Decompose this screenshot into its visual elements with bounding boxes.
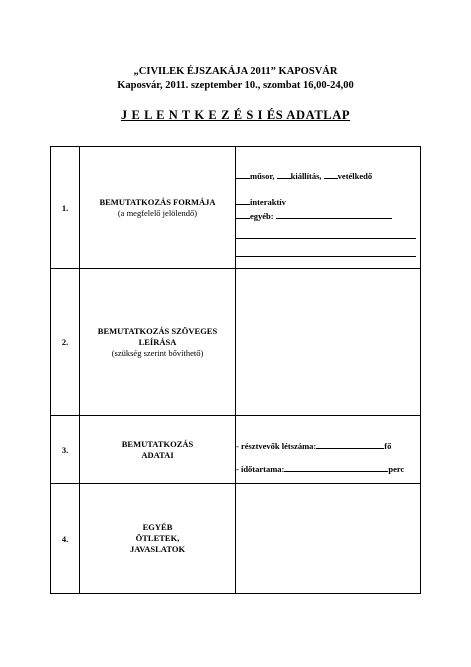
- duration-label: - időtartama:: [236, 464, 285, 474]
- options-line-3: [236, 209, 420, 221]
- extra-line-2[interactable]: [236, 256, 416, 257]
- row-label-cell: [80, 416, 236, 484]
- kiallitas-checkbox-blank[interactable]: [277, 169, 291, 179]
- row-sublabel: (a megfelelő jelölendő): [117, 207, 198, 218]
- duration-field[interactable]: [284, 462, 388, 472]
- description-cell[interactable]: [236, 269, 421, 416]
- row-number: 1.: [51, 147, 80, 269]
- vetelkedo-checkbox-blank[interactable]: [324, 169, 338, 179]
- options-line-1: [236, 169, 420, 181]
- event-date-line: Kaposvár, 2011. szeptember 10., szombat 16,00-24,00: [117, 80, 354, 91]
- participants-field[interactable]: [316, 439, 384, 449]
- duration-line: [236, 462, 420, 474]
- row-label: BEMUTATKOZÁS ADATAI: [121, 438, 194, 460]
- option-kiallitas: kiállítás,: [290, 170, 322, 181]
- table-row: [51, 269, 421, 416]
- row-number: 4.: [51, 484, 80, 594]
- participants-label: - résztvevők létszáma:: [236, 441, 317, 451]
- option-egyeb: egyéb:: [250, 210, 274, 221]
- row-label: BEMUTATKOZÁS FORMÁJA: [99, 196, 216, 207]
- interaktiv-checkbox-blank[interactable]: [236, 195, 250, 205]
- registration-table: [50, 146, 421, 594]
- option-interaktiv: interaktív: [250, 196, 286, 207]
- egyeb-text-field[interactable]: [276, 209, 392, 219]
- table-row: [51, 484, 421, 594]
- row-label: BEMUTATKOZÁS SZÖVEGES LEÍRÁSA: [97, 325, 218, 347]
- option-vetelkedo: vetélkedő: [337, 170, 373, 181]
- row-label-cell: [80, 269, 236, 416]
- participants-line: [236, 439, 420, 451]
- options-line-2: [236, 195, 420, 207]
- event-title: „CIVILEK ÉJSZAKÁJA 2011” KAPOSVÁR: [133, 66, 338, 77]
- presentation-form-cell[interactable]: [236, 147, 421, 269]
- form-title: J E L E N T K E Z É S I ÉS ADATLAP: [120, 108, 351, 122]
- option-musor: műsor,: [250, 170, 275, 181]
- row-label-cell: [80, 147, 236, 269]
- participants-unit: fő: [384, 441, 392, 451]
- presentation-data-cell: [236, 416, 421, 484]
- duration-unit: perc: [388, 464, 405, 474]
- row-label-cell: [80, 484, 236, 594]
- table-row: [51, 416, 421, 484]
- row-label: EGYÉB ÖTLETEK, JAVASLATOK: [129, 522, 186, 554]
- ideas-cell[interactable]: [236, 484, 421, 594]
- extra-line-1[interactable]: [236, 238, 416, 239]
- row-sublabel: (szükség szerint bővíthető): [111, 347, 204, 358]
- musor-checkbox-blank[interactable]: [236, 169, 250, 179]
- egyeb-checkbox-blank[interactable]: [236, 209, 250, 219]
- table-row: [51, 147, 421, 269]
- row-number: 2.: [51, 269, 80, 416]
- row-number: 3.: [51, 416, 80, 484]
